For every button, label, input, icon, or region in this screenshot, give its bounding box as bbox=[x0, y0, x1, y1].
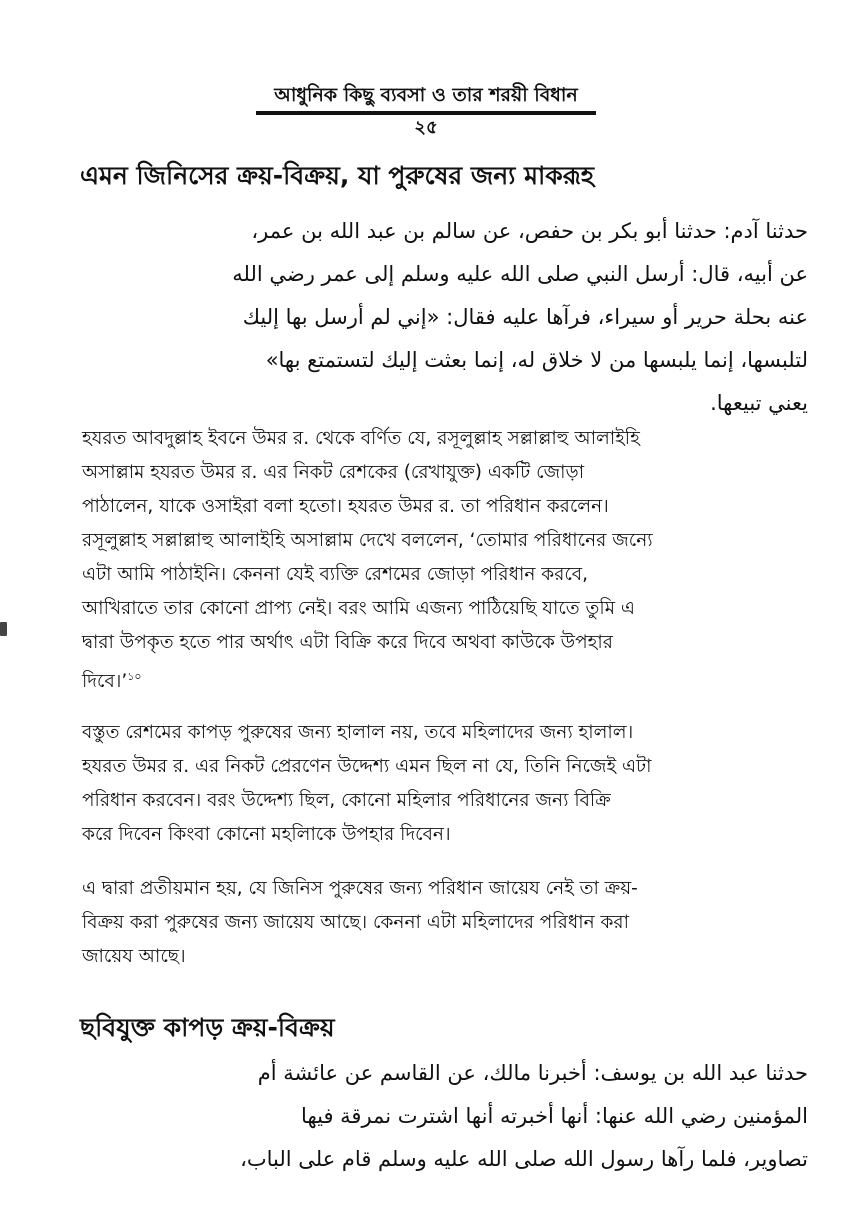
margin-mark bbox=[0, 622, 7, 636]
text-line: এটা আমি পাঠাইনি। কেননা যেই ব্যক্তি রেশমের জোড়া পরিধান করবে, bbox=[82, 564, 588, 585]
text-line: জায়েয আছে। bbox=[82, 946, 186, 967]
text-line: অসাল্লাম হযরত উমর র. এর নিকট রেশকের (রেখাযুক্ত) একটি জোড়া bbox=[82, 462, 585, 483]
arabic-line: تصاوير، فلما رآها رسول الله صلى الله عليه وسلم قام على الباب، bbox=[240, 1147, 808, 1171]
paragraph-explanation bbox=[82, 716, 800, 852]
arabic-line: يعني تبيعها. bbox=[710, 391, 808, 415]
text-line-last bbox=[82, 660, 800, 699]
text-line: এ দ্বারা প্রতীয়মান হয়, যে জিনিস পুরুষের জন্য পরিধান জায়েয নেই তা ক্রয়- bbox=[82, 878, 638, 899]
header-rule bbox=[256, 111, 596, 115]
text-line: হযরত উমর র. এর নিকট প্রেরণেন উদ্দেশ্য এমন ছিল না যে, তিনি নিজেই এটা bbox=[82, 756, 652, 777]
text-line: বিক্রয় করা পুরুষের জন্য জায়েয আছে। কেননা এটা মহিলাদের পরিধান করা bbox=[82, 912, 629, 933]
text-line: হযরত আবদুল্লাহ ইবনে উমর র. থেকে বর্ণিত যে, রসূলুল্লাহ সল্লাল্লাহু আলাইহি bbox=[82, 428, 640, 449]
arabic-line: حدثنا آدم: حدثنا أبو بكر بن حفص، عن سالم بن عبد الله بن عمر، bbox=[251, 219, 808, 243]
text-line: আখিরাতে তার কোনো প্রাপ্য নেই। বরং আমি এজন্য পাঠিয়েছি যাতে তুমি এ bbox=[82, 598, 635, 619]
arabic-line: المؤمنين رضي الله عنها: أنها أخبرته أنها اشترت نمرقة فيها bbox=[301, 1104, 808, 1128]
page-number: ২৫ bbox=[414, 117, 438, 138]
section-heading-silk-trade: এমন জিনিসের ক্রয়-বিক্রয়, যা পুরুষের জন্য মাকরূহ bbox=[80, 161, 595, 190]
text-line: দ্বারা উপকৃত হতে পার অর্থাৎ এটা বিক্রি করে দিবে অথবা কাউকে উপহার bbox=[82, 632, 613, 653]
arabic-hadith-block-1 bbox=[128, 210, 808, 425]
arabic-line: عنه بحلة حرير أو سيراء، فرآها عليه فقال: «إني لم أرسل بها إليك bbox=[242, 305, 808, 329]
text-line: করে দিবেন কিংবা কোনো মহলিাকে উপহার দিবেন। bbox=[82, 824, 451, 845]
footnote-marker: ১০ bbox=[127, 670, 142, 683]
text-fragment: দিবে।’ bbox=[82, 671, 128, 692]
text-line: পরিধান করবেন। বরং উদ্দেশ্য ছিল, কোনো মহিলার পরিধানের জন্য বিক্রি bbox=[82, 790, 611, 811]
text-line: পাঠালেন, যাকে ওসাইরা বলা হতো। হযরত উমর র. তা পরিধান করলেন। bbox=[82, 496, 609, 517]
arabic-line: لتلبسها، إنما يلبسها من لا خلاق له، إنما بعثت إليك لتستمتع بها» bbox=[265, 348, 808, 372]
paragraph-conclusion bbox=[82, 872, 800, 974]
running-header: আধুনিক কিছু ব্যবসা ও তার শরয়ী বিধান bbox=[274, 84, 578, 106]
arabic-hadith-block-2 bbox=[128, 1052, 808, 1181]
arabic-line: حدثنا عبد الله بن يوسف: أخبرنا مالك، عن القاسم عن عائشة أم bbox=[257, 1061, 808, 1085]
arabic-line: عن أبيه، قال: أرسل النبي صلى الله عليه وسلم إلى عمر رضي الله bbox=[232, 262, 808, 286]
text-line: বস্তুত রেশমের কাপড় পুরুষের জন্য হালাল নয়, তবে মহিলাদের জন্য হালাল। bbox=[82, 722, 634, 743]
paragraph-translation bbox=[82, 422, 800, 699]
text-line: রসূলুল্লাহ সল্লাল্লাহু আলাইহি অসাল্লাম দেখে বললেন, ‘তোমার পরিধানের জন্যে bbox=[82, 530, 653, 551]
section-heading-picture-cloth: ছবিযুক্ত কাপড় ক্রয়-বিক্রয় bbox=[80, 1013, 335, 1042]
